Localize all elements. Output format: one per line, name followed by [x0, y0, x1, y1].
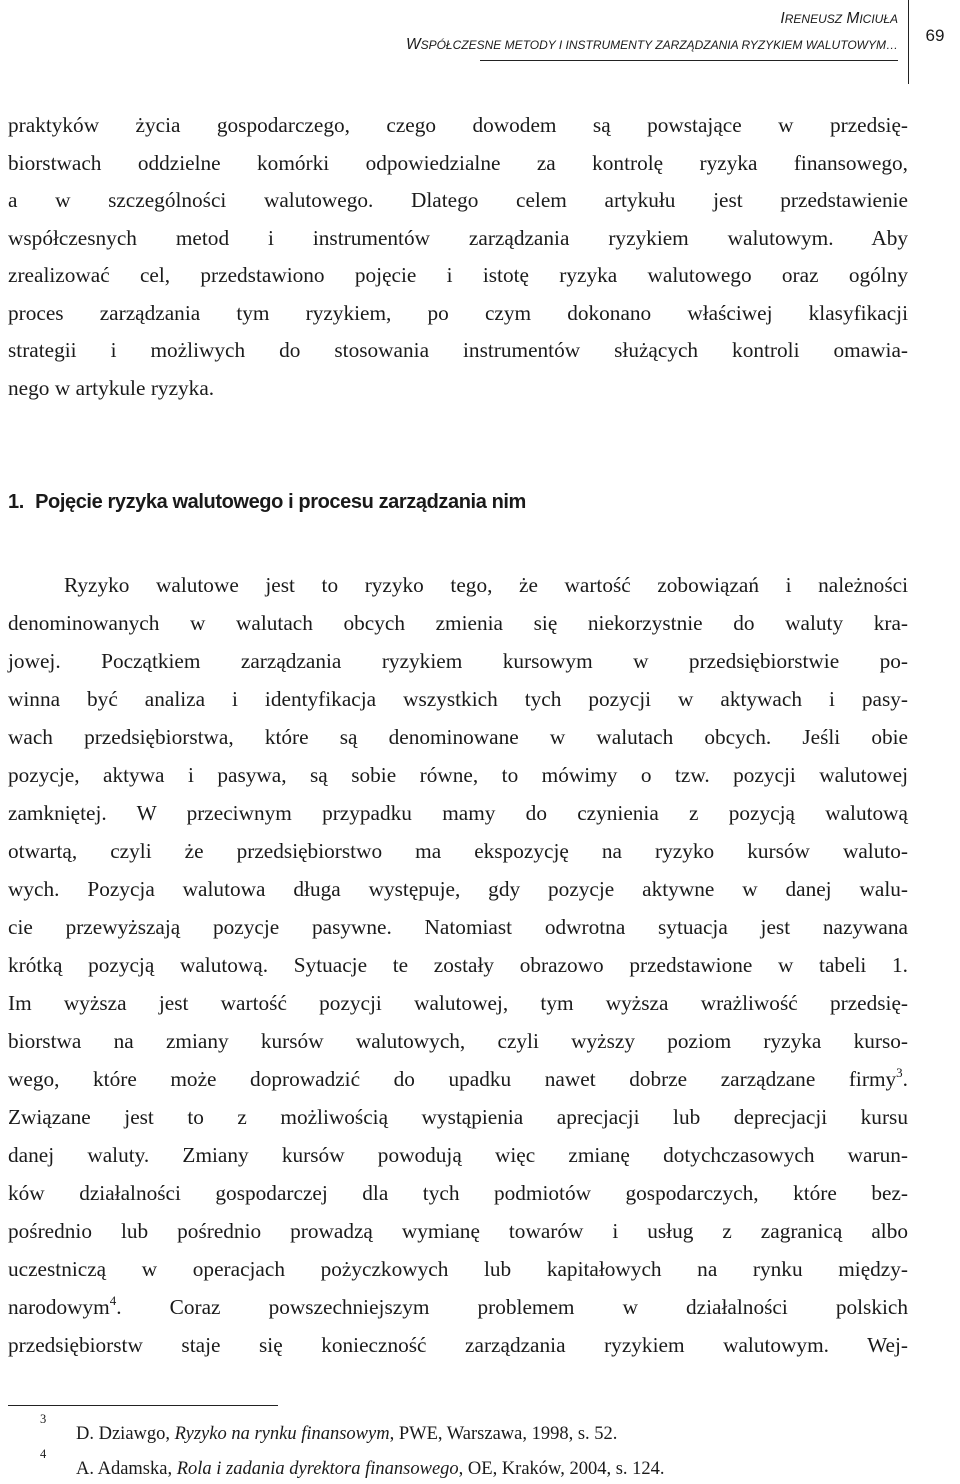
paragraph-line: nego w artykule ryzyka. — [8, 375, 215, 400]
paragraph-line: strategii i możliwych do stosowania instrumentów służących kontroli omawia- — [8, 338, 908, 362]
paragraph-line: danej waluty. Zmiany kursów powodują więc zmianę dotychczasowych warun- — [8, 1143, 908, 1167]
section-number: 1. — [8, 491, 24, 513]
intro-paragraph — [8, 107, 908, 407]
paragraph-line: krótką pozycją walutową. Sytuacje te zostały obrazowo przedstawione w tabeli 1. — [8, 953, 908, 977]
paragraph-line: a w szczególności walutowego. Dlatego celem artykułu jest przedstawienie — [8, 188, 908, 212]
paragraph-line: zrealizować cel, przedstawiono pojęcie i istotę ryzyka walutowego oraz ogólny — [8, 263, 908, 287]
paragraph-line: pośrednio lub pośrednio prowadzą wymianę towarów i usług z zagranicą albo — [8, 1219, 908, 1243]
footnote-book-title: Rola i zadania dyrektora finansowego — [176, 1459, 459, 1479]
paragraph-line: wego, które może doprowadzić do upadku nawet dobrze zarządzane firmy$^3$. — [8, 1065, 908, 1091]
paragraph-line: uczestniczą w operacjach pożyczkowych lub kapitałowych na rynku między- — [8, 1257, 908, 1281]
footnote-text: A. Adamska, Rola i zadania dyrektora finansowego, OE, Kraków, 2004, s. 124. — [76, 1459, 665, 1479]
paragraph-line: zamkniętej. W przeciwnym przypadku mamy do czynienia z pozycją walutową — [8, 801, 908, 825]
paragraph-line: ków działalności gospodarczej dla tych podmiotów gospodarczych, które bez- — [8, 1181, 908, 1205]
footnote-number: 3 — [40, 1412, 47, 1426]
section-heading — [8, 491, 526, 514]
header-article-title: WSPÓŁCZESNE METODY I INSTRUMENTY ZARZĄDZANIA RYZYKIEM WALUTOWYM… — [405, 36, 898, 53]
footnote-text: D. Dziawgo, Ryzyko na rynku finansowym, PWE, Warszawa, 1998, s. 52. — [76, 1424, 618, 1444]
paragraph-line: wach przedsiębiorstwa, które są denominowane w walutach obcych. Jeśli obie — [8, 725, 908, 749]
paragraph-line: biorstwa na zmiany kursów walutowych, czyli wyższy poziom ryzyka kurso- — [8, 1029, 908, 1053]
footnote-book-title: Ryzyko na rynku finansowym — [174, 1424, 390, 1444]
running-header — [406, 6, 898, 58]
header-author: IRENEUSZ MICIUŁA — [780, 10, 898, 27]
body-paragraph — [8, 566, 908, 1364]
header-rule — [480, 60, 898, 61]
paragraph-line: denominowanych w walutach obcych zmienia się niekorzystnie do waluty kra- — [8, 611, 908, 635]
paragraph-line: biorstwach oddzielne komórki odpowiedzialne za kontrolę ryzyka finansowego, — [8, 150, 908, 175]
paragraph-line: jowej. Początkiem zarządzania ryzykiem kursowym w przedsiębiorstwie po- — [8, 649, 908, 673]
paragraph-line: cie przewyższają pozycje pasywne. Natomiast odwrotna sytuacja jest nazywana — [8, 915, 908, 939]
paragraph-line: Ryzyko walutowe jest to ryzyko tego, że wartość zobowiązań i należności — [64, 573, 908, 597]
paragraph-line: proces zarządzania tym ryzykiem, po czym dokonano właściwej klasyfikacji — [8, 300, 908, 325]
footnote-number: 4 — [40, 1447, 47, 1461]
footnote-ref-4[interactable]: 4 — [109, 1293, 117, 1308]
paragraph-line: wych. Pozycja walutowa długa występuje, gdy pozycje aktywne w danej walu- — [8, 877, 908, 901]
paragraph-line: współczesnych metod i instrumentów zarządzania ryzykiem walutowym. Aby — [8, 225, 908, 250]
footnote-rule — [8, 1405, 278, 1406]
paragraph-line: Im wyższa jest wartość pozycji walutowej, tym wyższa wrażliwość przedsię- — [8, 991, 908, 1015]
page-number: 69 — [925, 26, 945, 45]
paragraph-line: praktyków życia gospodarczego, czego dowodem są powstające w przedsię- — [8, 113, 908, 137]
page-number-divider — [908, 0, 909, 84]
section-title: Pojęcie ryzyka walutowego i procesu zarządzania nim — [35, 491, 526, 513]
paragraph-line: przedsiębiorstw staje się konieczność zarządzania ryzykiem walutowym. Wej- — [8, 1333, 908, 1357]
footnote-ref-3[interactable]: 3 — [896, 1065, 903, 1080]
paragraph-line: otwartą, czyli że przedsiębiorstwo ma ekspozycję na ryzyko kursów waluto- — [8, 839, 908, 863]
paragraph-line: narodowym$^4$. Coraz powszechniejszym problemem w działalności polskich — [8, 1293, 908, 1319]
paragraph-line: winna być analiza i identyfikacja wszystkich tych pozycji w aktywach i pasy- — [8, 687, 908, 711]
paragraph-line: Związane jest to z możliwością wystąpienia aprecjacji lub deprecjacji kursu — [8, 1105, 908, 1129]
paragraph-line: pozycje, aktywa i pasywa, są sobie równe, to mówimy o tzw. pozycji walutowej — [8, 763, 908, 787]
